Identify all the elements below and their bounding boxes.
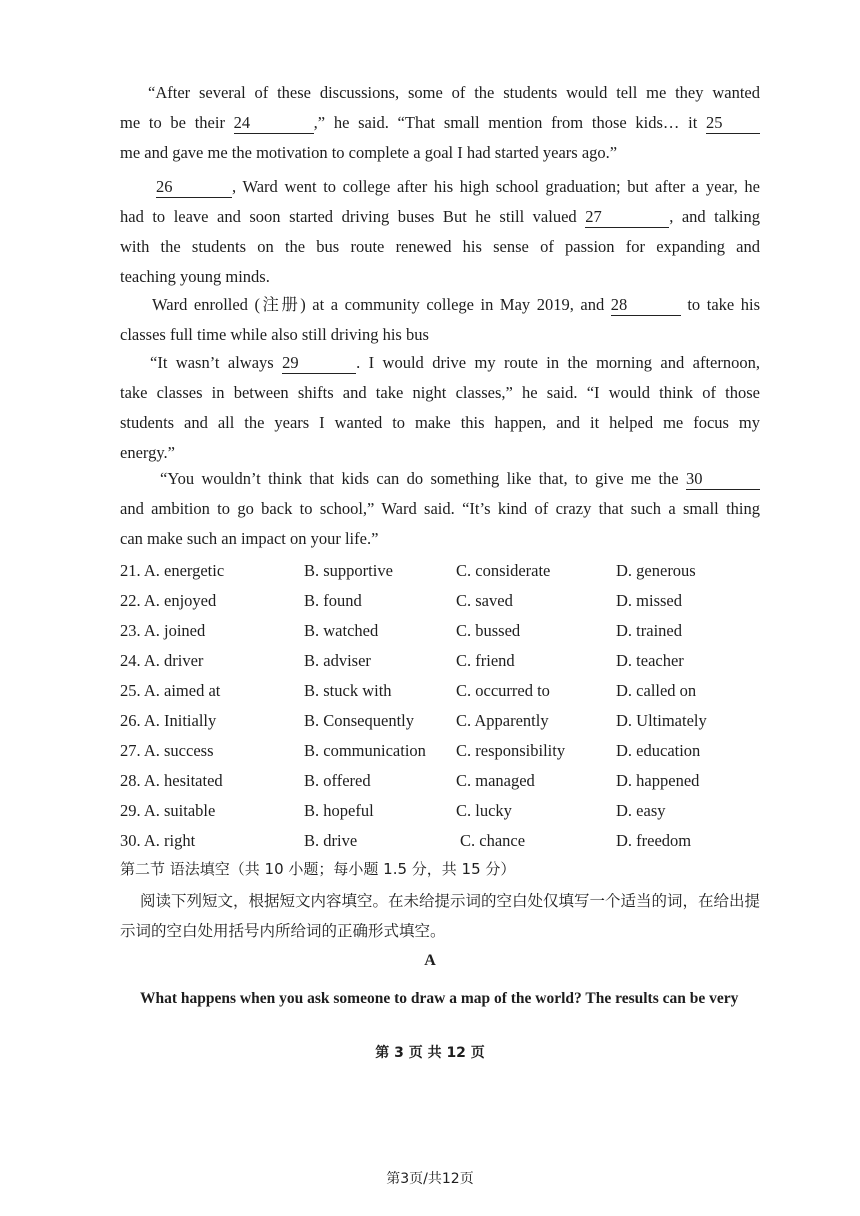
- text-fragment: Ward enrolled (注册) at a community college in May 2019, and: [152, 295, 605, 314]
- option-c: C. responsibility: [456, 741, 566, 760]
- option-c: C. occurred to: [456, 681, 550, 700]
- answer-options: [120, 556, 780, 856]
- text-line: [120, 202, 760, 232]
- paragraph-5: [120, 464, 760, 554]
- text-fragment: to take his: [687, 295, 761, 314]
- passage-label: A: [424, 952, 436, 969]
- question-23-options: [120, 616, 780, 646]
- question-29-options: [120, 796, 780, 826]
- question-22-options: [120, 586, 780, 616]
- section-instructions: [120, 886, 780, 946]
- question-30-options: [120, 826, 780, 856]
- option-a: 22. A. enjoyed: [120, 591, 217, 610]
- blank-27: 27: [585, 207, 669, 228]
- text-line: students and all the years I wanted to make this happen, and it helped me focus my: [120, 413, 760, 432]
- option-b: B. found: [304, 591, 362, 610]
- text-fragment: ,” he said. “That small mention from those kids… it: [313, 113, 698, 132]
- question-26-options: [120, 706, 780, 736]
- text-fragment: “It wasn’t always: [150, 353, 274, 372]
- paragraph-2: [120, 172, 760, 292]
- option-b: B. offered: [304, 771, 371, 790]
- page-footer: 第3页/共12页: [386, 1171, 474, 1187]
- instruction-line: 示词的空白处用括号内所给词的正确形式填空。: [120, 922, 446, 940]
- option-b: B. hopeful: [304, 801, 374, 820]
- option-c: C. chance: [460, 831, 526, 850]
- option-d: D. freedom: [616, 831, 692, 850]
- option-d: D. easy: [616, 801, 666, 820]
- option-b: B. communication: [304, 741, 426, 760]
- text-fragment: , and talking: [669, 207, 761, 226]
- text-line: energy.”: [120, 443, 175, 462]
- option-a: 24. A. driver: [120, 651, 204, 670]
- option-c: C. saved: [456, 591, 513, 610]
- option-a: 25. A. aimed at: [120, 681, 221, 700]
- option-c: C. lucky: [456, 801, 512, 820]
- option-d: D. trained: [616, 621, 682, 640]
- question-21-options: [120, 556, 780, 586]
- text-line: with the students on the bus route renewed his sense of passion for expanding and: [120, 237, 760, 256]
- option-b: B. stuck with: [304, 681, 392, 700]
- option-a: 28. A. hesitated: [120, 771, 223, 790]
- text-line: [120, 290, 760, 320]
- blank-26: 26: [156, 177, 232, 198]
- option-d: D. called on: [616, 681, 697, 700]
- blank-25: 25: [706, 113, 760, 134]
- text-fragment: “You wouldn’t think that kids can do something like that, to give me the: [160, 469, 679, 488]
- option-a: 26. A. Initially: [120, 711, 217, 730]
- option-a: 30. A. right: [120, 831, 196, 850]
- text-line: [120, 172, 760, 202]
- option-c: C. considerate: [456, 561, 551, 580]
- page-number: 第 3 页 共 12 页: [375, 1045, 485, 1061]
- option-c: C. managed: [456, 771, 535, 790]
- text-line: me and gave me the motivation to complete a goal I had started years ago.”: [120, 143, 618, 162]
- text-line: “After several of these discussions, some of the students would tell me they wanted: [148, 83, 760, 102]
- text-line: can make such an impact on your life.”: [120, 529, 379, 548]
- option-d: D. happened: [616, 771, 700, 790]
- blank-28: 28: [611, 295, 681, 316]
- option-a: 21. A. energetic: [120, 561, 225, 580]
- option-d: D. generous: [616, 561, 696, 580]
- option-c: C. friend: [456, 651, 515, 670]
- text-line: and ambition to go back to school,” Ward said. “It’s kind of crazy that such a small thing: [120, 499, 760, 518]
- text-line: take classes in between shifts and take night classes,” he said. “I would think of those: [120, 383, 760, 402]
- option-b: B. Consequently: [304, 711, 414, 730]
- option-d: D. teacher: [616, 651, 684, 670]
- question-28-options: [120, 766, 780, 796]
- option-d: D. Ultimately: [616, 711, 707, 730]
- instruction-line: 阅读下列短文，根据短文内容填空。在未给提示词的空白处仅填写一个适当的词，在给出提: [140, 892, 761, 910]
- text-line: [120, 464, 760, 494]
- question-27-options: [120, 736, 780, 766]
- blank-24: 24: [234, 113, 314, 134]
- text-line: [120, 108, 760, 138]
- option-b: B. adviser: [304, 651, 371, 670]
- passage-first-line: What happens when you ask someone to draw a map of the world? The results can be very: [140, 990, 739, 1007]
- option-c: C. bussed: [456, 621, 521, 640]
- option-a: 23. A. joined: [120, 621, 206, 640]
- question-25-options: [120, 676, 780, 706]
- option-b: B. watched: [304, 621, 379, 640]
- paragraph-1: [120, 78, 760, 168]
- option-d: D. missed: [616, 591, 682, 610]
- text-fragment: had to leave and soon started driving buses But he still valued: [120, 207, 577, 226]
- blank-29: 29: [282, 353, 356, 374]
- question-24-options: [120, 646, 780, 676]
- text-line: teaching young minds.: [120, 267, 270, 286]
- text-fragment: me to be their: [120, 113, 225, 132]
- text-fragment: , Ward went to college after his high school graduation; but after a year, he: [232, 177, 760, 196]
- text-line: classes full time while also still driving his bus: [120, 325, 429, 344]
- blank-30: 30: [686, 469, 760, 490]
- option-a: 29. A. suitable: [120, 801, 216, 820]
- text-line: [120, 348, 760, 378]
- option-c: C. Apparently: [456, 711, 549, 730]
- paragraph-3: [120, 290, 760, 350]
- option-b: B. supportive: [304, 561, 393, 580]
- option-d: D. education: [616, 741, 701, 760]
- option-b: B. drive: [304, 831, 358, 850]
- option-a: 27. A. success: [120, 741, 214, 760]
- text-fragment: . I would drive my route in the morning and afternoon,: [356, 353, 760, 372]
- paragraph-4: [120, 348, 760, 468]
- section-title: 第二节 语法填空（共 10 小题；每小题 1.5 分，共 15 分）: [120, 860, 516, 878]
